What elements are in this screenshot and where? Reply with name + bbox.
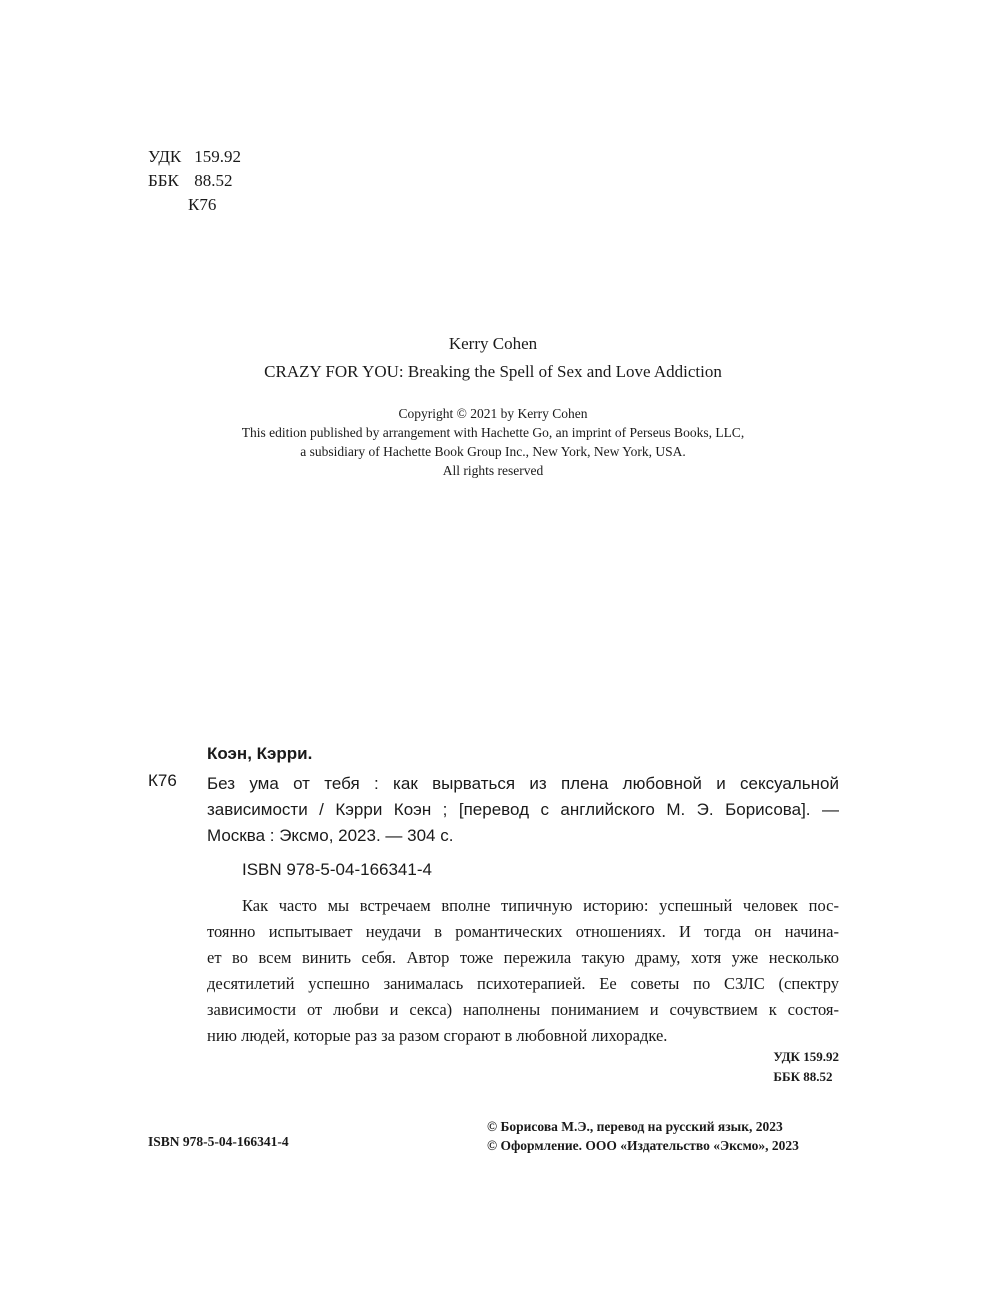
- copyright-line: All rights reserved: [442, 463, 544, 478]
- annotation: [207, 893, 839, 1049]
- udk-code-right: УДК 159.92: [773, 1049, 839, 1064]
- annotation-line: тоянно испытывает неудачи в романтических отношениях. И тогда он начина-: [207, 922, 839, 941]
- copyright-line: a subsidiary of Hachette Book Group Inc., New York, New York, USA.: [300, 444, 686, 459]
- bib-author-heading: Коэн, Кэрри.: [207, 744, 313, 763]
- bbk-code: [148, 169, 233, 193]
- bib-description-line: Москва : Эксмо, 2023. — 304 с.: [207, 826, 454, 845]
- udk-value: 159.92: [194, 147, 241, 166]
- original-title: CRAZY FOR YOU: Breaking the Spell of Sex and Love Addiction: [264, 362, 722, 381]
- copyright-line: Copyright © 2021 by Kerry Cohen: [398, 406, 588, 421]
- annotation-line: зависимости от любви и секса) наполнены пониманием и сочувствием к состоя-: [207, 1000, 839, 1019]
- design-copyright: © Оформление. ООО «Издательство «Эксмо», 2023: [487, 1138, 799, 1153]
- udk-label: УДК: [148, 147, 182, 166]
- footer-copyrights: [487, 1117, 799, 1155]
- footer-isbn: ISBN 978-5-04-166341-4: [148, 1134, 289, 1149]
- bib-author-code: К76: [148, 771, 177, 790]
- bib-description-line: Без ума от тебя : как вырваться из плена любовной и сексуальной: [207, 774, 839, 793]
- annotation-line: ет во всем винить себя. Автор тоже пережила такую драму, хотя уже несколько: [207, 948, 839, 967]
- annotation-line: нию людей, которые раз за разом сгорают в любовной лихорадке.: [207, 1026, 668, 1045]
- bib-isbn: ISBN 978-5-04-166341-4: [242, 860, 432, 879]
- bbk-label: ББК: [148, 171, 179, 190]
- annotation-line: десятилетий успешно занималась психотерапией. Ее советы по СЗЛС (спектру: [207, 974, 839, 993]
- original-copyright: [0, 404, 986, 480]
- translation-copyright: © Борисова М.Э., перевод на русский язык, 2023: [487, 1119, 783, 1134]
- bbk-code-right: ББК 88.52: [773, 1069, 833, 1084]
- udk-code: [148, 145, 241, 169]
- bib-description: [207, 771, 839, 849]
- bbk-value: 88.52: [194, 171, 233, 190]
- original-author: Kerry Cohen: [448, 334, 538, 353]
- classification-codes-right: [773, 1047, 839, 1087]
- copyright-line: This edition published by arrangement with Hachette Go, an imprint of Perseus Books, LLC,: [241, 425, 745, 440]
- annotation-line: Как часто мы встречаем вполне типичную историю: успешный человек пос-: [242, 896, 839, 915]
- author-mark: К76: [188, 195, 217, 214]
- bib-description-line: зависимости / Кэрри Коэн ; [перевод с английского М. Э. Борисова]. —: [207, 800, 839, 819]
